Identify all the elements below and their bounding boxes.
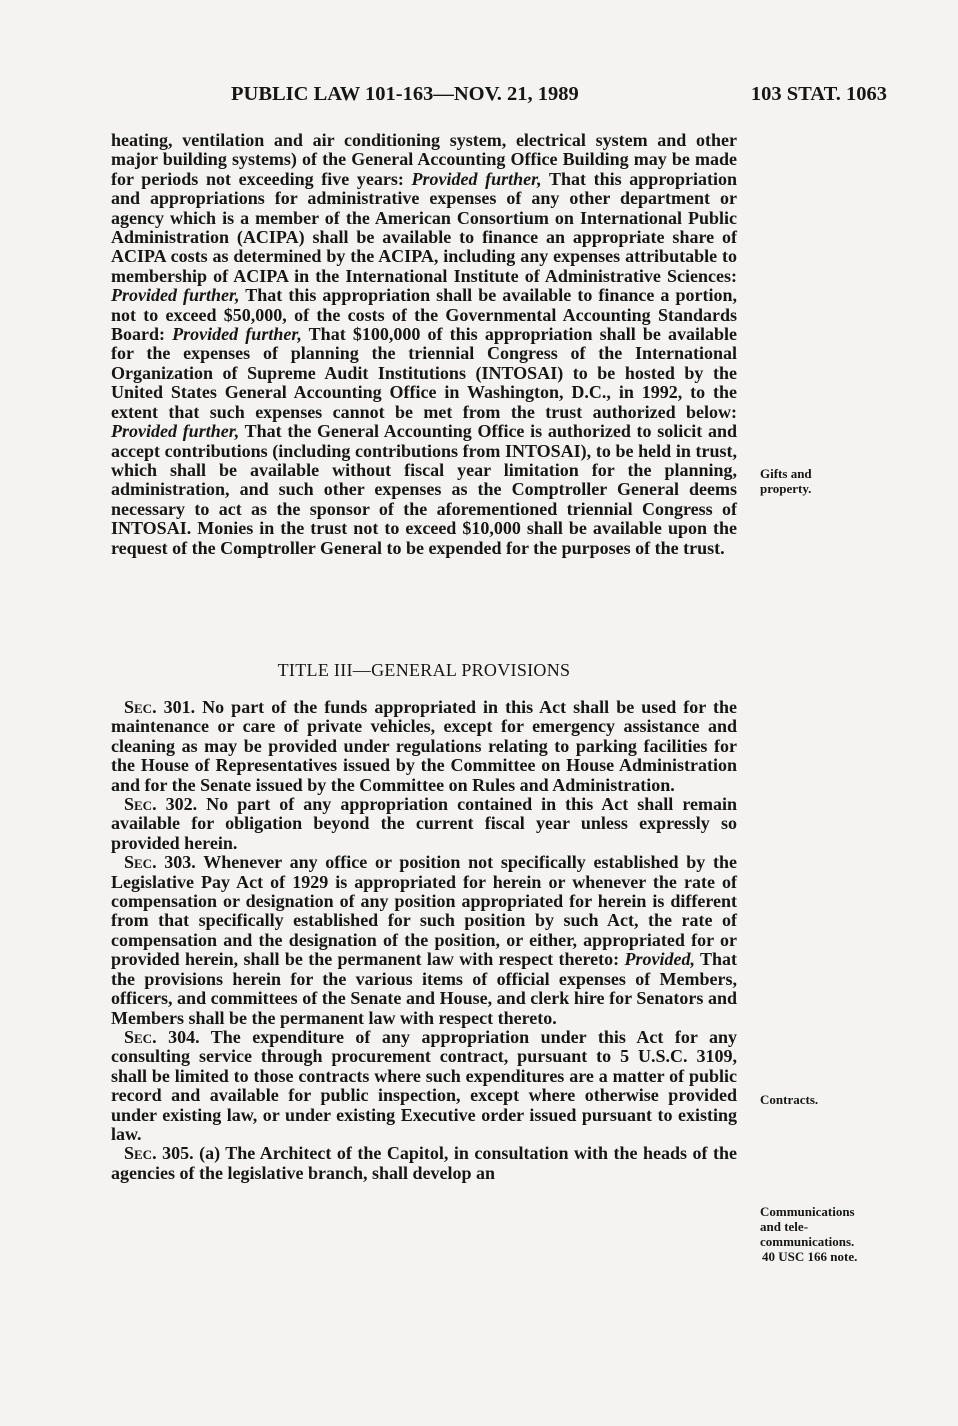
text-run: Whenever any office or position not specifically established by the Legislative Pay Act of 1929 is appropriated for herein or whenever the rate of compensation or designation of any position appropriated for herein is different from that specifically established for such position by such Act, the rate of compensation and the designation of the position, or either, appropriated for or provided herein, shall be the permanent law with respect thereto:	[111, 852, 737, 970]
stat-page-number: 103 STAT. 1063	[750, 83, 887, 105]
section-number: Sec. 302.	[124, 794, 198, 815]
text-run: No part of the funds appropriated in this Act shall be used for the maintenance or care of private vehicles, except for emergency assistance and cleaning as may be provided under regulations relating to parking facilities for the House of Representatives issued by the Committee on House Administration and for the Senate issued by the Committee on Rules and Administration.	[111, 697, 737, 795]
continued-paragraph	[111, 131, 737, 558]
text-run: heating, ventilation and air conditioning system, electrical system and other major building systems) of the General Accounting Office Building may be made for periods not exceeding five years:	[111, 130, 737, 189]
margin-note-gifts: Gifts and property.	[760, 466, 812, 496]
text-run: That this appropriation shall be available to finance a portion, not to exceed $50,000, of the costs of the Governmental Accounting Standards Board:	[111, 285, 737, 345]
section-number: Sec. 301.	[124, 697, 196, 717]
section-301	[111, 698, 737, 795]
text-run: The expenditure of any appropriation under this Act for any consulting service through procurement contract, pursuant to 5 U.S.C. 3109, shall be limited to those contracts where such expenditures are a matter of public record and available for public inspection, except where otherwise provided under existing law, or under existing Executive order issued pursuant to existing law.	[111, 1026, 737, 1144]
text-run: That $100,000 of this appropriation shall be available for the expenses of planning the triennial Congress of the International Organization of Supreme Audit Institutions (INTOSAI) to be hosted by the United States General Accounting Office in Washington, D.C., in 1992, to the extent that such expenses cannot be met from the trust authorized below:	[111, 324, 738, 422]
title-heading: TITLE III—GENERAL PROVISIONS	[277, 660, 571, 680]
section-302	[111, 795, 737, 853]
running-header	[231, 83, 887, 113]
text-run: No part of any appropriation contained in this Act shall remain available for obligation beyond the current fiscal year unless expressly so provided herein.	[111, 794, 737, 853]
section-number: Sec. 303.	[124, 852, 196, 873]
proviso-italic: Provided further,	[172, 324, 302, 345]
section-number: Sec. 305.	[124, 1143, 194, 1164]
proviso-italic: Provided further,	[111, 421, 240, 442]
margin-note-communications: Communications and tele- communications. 40 USC 166 note.	[760, 1204, 858, 1264]
section-number: Sec. 304.	[124, 1026, 200, 1047]
text-run: That the provisions herein for the various items of official expenses of Members, officers, and committees of the Senate and House, and clerk hire for Senators and Members shall be the permanent law with respect thereto.	[111, 949, 738, 1028]
section-304	[111, 1028, 737, 1144]
proviso-italic: Provided further,	[411, 168, 542, 189]
margin-note-contracts: Contracts.	[760, 1092, 819, 1107]
sections-block	[111, 698, 737, 1183]
paragraph-text	[111, 131, 737, 558]
text-run: That the General Accounting Office is authorized to solicit and accept contributions (including contributions from INTOSAI), to be held in trust, which shall be available without fiscal year limitation for the planning, administration, and such other expenses as the Comptroller General deems necessary to act as the sponsor of the aforementioned triennial Congress of INTOSAI. Monies in the trust not to exceed $10,000 shall be available upon the request of the Comptroller General to be expended for the purposes of the trust.	[111, 421, 737, 558]
proviso-italic: Provided further,	[111, 285, 240, 306]
law-citation: PUBLIC LAW 101-163—NOV. 21, 1989	[231, 83, 579, 105]
proviso-italic: Provided,	[624, 949, 695, 970]
section-305	[111, 1144, 737, 1183]
section-303	[111, 853, 737, 1028]
text-run: That this appropriation and appropriations for administrative expenses of any other department or agency which is a member of the American Consortium on International Public Administration (ACIPA) shall be available to finance an appropriate share of ACIPA costs as determined by the ACIPA, including any expenses attributable to membership of ACIPA in the International Institute of Administrative Sciences:	[111, 168, 737, 286]
text-run: (a) The Architect of the Capitol, in consultation with the heads of the agencies of the legislative branch, shall develop an	[111, 1143, 737, 1183]
